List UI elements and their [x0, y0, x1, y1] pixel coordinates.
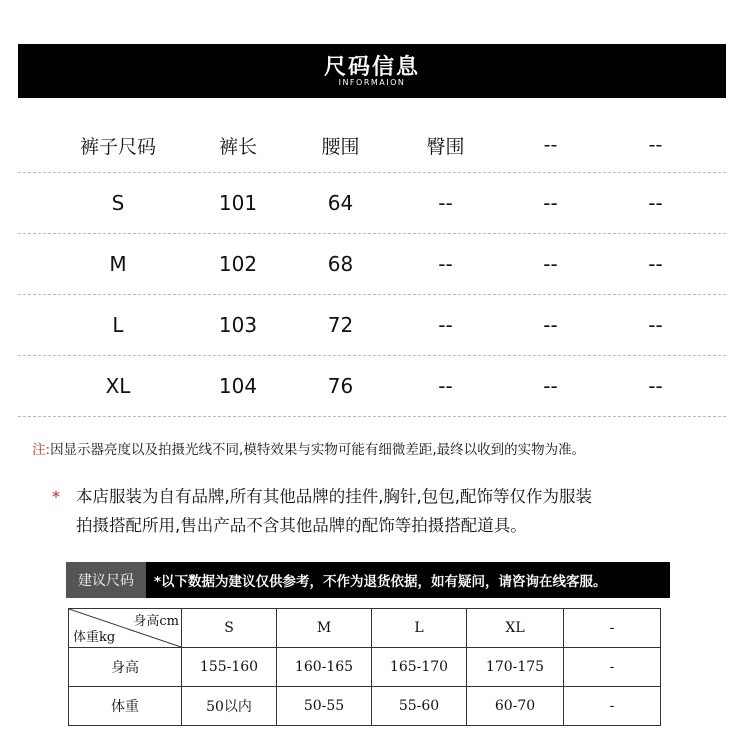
header-cell: 裤子尺码 — [79, 135, 156, 158]
recommend-label: 建议尺码 — [66, 562, 146, 598]
table-row — [18, 356, 726, 417]
statement-line: 拍摄搭配所用,售出产品不含其他品牌的配饰等拍摄搭配道具。 — [76, 516, 527, 535]
statement-line: 本店服装为自有品牌,所有其他品牌的挂件,胸针,包包,配饰等仅作为服装 — [76, 487, 592, 506]
table-cell: -- — [543, 374, 558, 398]
table-cell: 68 — [327, 252, 354, 276]
table-cell: -- — [438, 252, 453, 276]
table-row — [18, 173, 726, 234]
corner-top-label: 身高cm — [133, 614, 179, 629]
table-cell: -- — [438, 191, 453, 215]
brand-statement — [52, 482, 732, 540]
table-cell: 102 — [218, 252, 258, 276]
table-cell: -- — [543, 313, 558, 337]
table-cell: 72 — [327, 313, 354, 337]
table-cell: 104 — [218, 374, 258, 398]
table-row — [18, 295, 726, 356]
banner-title: 尺码信息 — [323, 55, 420, 80]
header-cell: 裤长 — [218, 135, 257, 158]
row-label: 体重 — [69, 687, 182, 726]
header-cell: 腰围 — [321, 135, 360, 158]
table-row — [18, 234, 726, 295]
header-cell: M — [277, 609, 372, 648]
table-cell: -- — [438, 313, 453, 337]
recommend-bar — [66, 562, 670, 598]
asterisk-icon: * — [52, 487, 60, 506]
table-cell: 155-160 — [182, 648, 277, 687]
table-cell: XL — [105, 374, 131, 398]
recommend-table — [68, 608, 661, 726]
size-table-header — [18, 118, 726, 173]
table-row — [69, 687, 661, 726]
table-cell: S — [111, 191, 125, 215]
header-cell: -- — [648, 134, 663, 156]
table-cell: -- — [648, 313, 663, 337]
header-cell: S — [182, 609, 277, 648]
table-cell: 170-175 — [467, 648, 564, 687]
recommend-header-row — [69, 609, 661, 648]
disclaimer-note — [32, 438, 585, 458]
info-banner — [18, 44, 726, 98]
corner-cell — [69, 609, 182, 648]
table-cell: 160-165 — [277, 648, 372, 687]
note-text: 因显示器亮度以及拍摄光线不同,模特效果与实物可能有细微差距,最终以收到的实物为准。 — [50, 442, 586, 458]
size-table — [18, 118, 726, 417]
table-cell: 50-55 — [277, 687, 372, 726]
table-cell: -- — [648, 374, 663, 398]
header-cell: -- — [543, 134, 558, 156]
table-cell: -- — [438, 374, 453, 398]
table-cell: 103 — [218, 313, 258, 337]
table-cell: -- — [648, 191, 663, 215]
corner-bottom-label: 体重kg — [73, 630, 116, 645]
recommend-text: *以下数据为建议仅供参考，不作为退货依据，如有疑问，请咨询在线客服。 — [146, 562, 670, 598]
row-label: 身高 — [69, 648, 182, 687]
table-cell: -- — [543, 191, 558, 215]
banner-subtitle: INFORMAION — [338, 78, 406, 87]
header-cell: L — [372, 609, 467, 648]
header-cell: XL — [467, 609, 564, 648]
table-cell: 60-70 — [467, 687, 564, 726]
table-cell: -- — [543, 252, 558, 276]
table-cell: - — [564, 648, 661, 687]
table-cell: 76 — [327, 374, 354, 398]
table-cell: 50以内 — [182, 687, 277, 726]
table-cell: 101 — [218, 191, 258, 215]
table-row — [69, 648, 661, 687]
header-cell: 臀围 — [426, 135, 465, 158]
table-cell: 165-170 — [372, 648, 467, 687]
table-cell: -- — [648, 252, 663, 276]
table-cell: 64 — [327, 191, 354, 215]
note-prefix: 注: — [32, 442, 51, 458]
table-cell: L — [112, 313, 124, 337]
table-cell: 55-60 — [372, 687, 467, 726]
header-cell: - — [564, 609, 661, 648]
table-cell: - — [564, 687, 661, 726]
table-cell: M — [109, 252, 127, 276]
